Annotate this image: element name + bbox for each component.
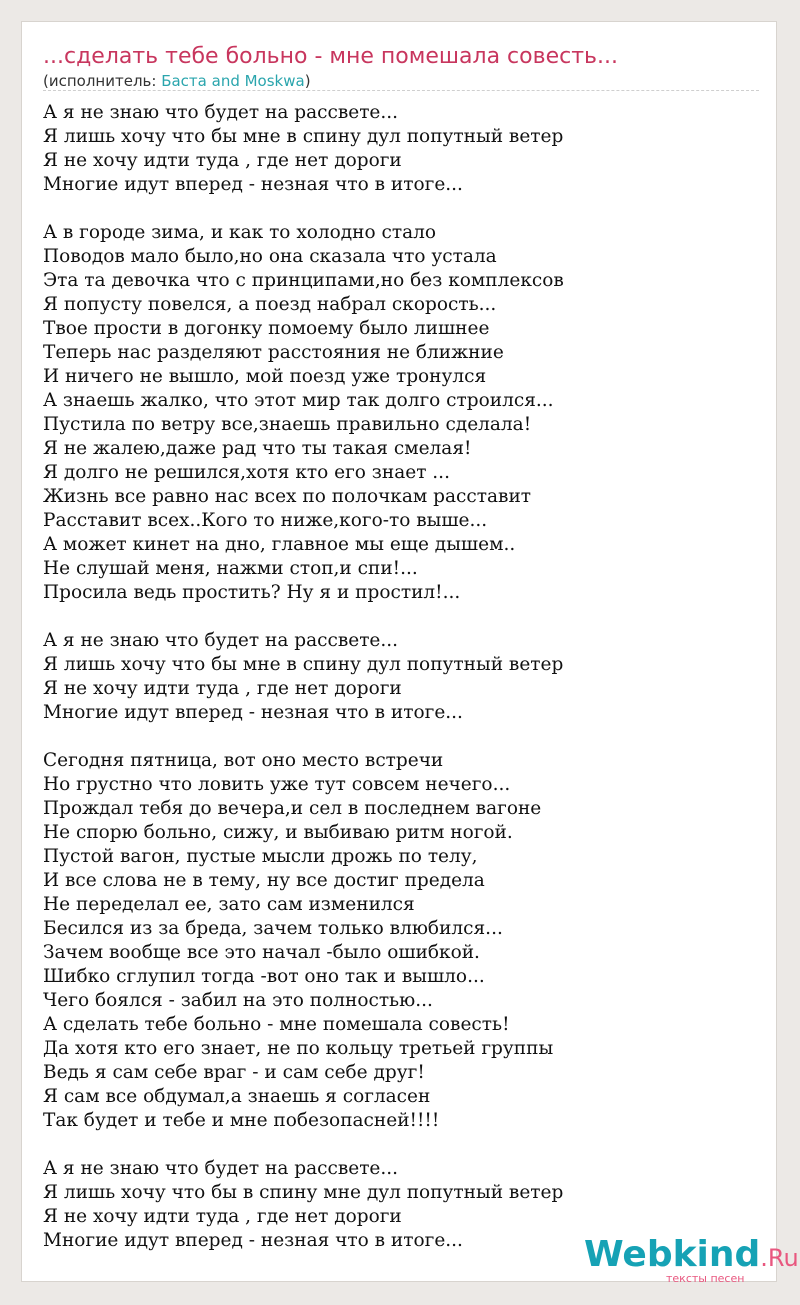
lyrics-line: Многие идут вперед - незная что в итоге... <box>43 174 463 195</box>
artist-suffix: ) <box>304 72 311 90</box>
logo-tld-text: .Ru <box>760 1244 799 1272</box>
lyrics-line: Я не жалею,даже рад что ты такая смелая! <box>43 438 472 459</box>
lyrics-line: Пустой вагон, пустые мысли дрожь по телу, <box>43 846 478 867</box>
lyrics-line: Но грустно что ловить уже тут совсем нечего... <box>43 774 511 795</box>
artist-prefix: (исполнитель: <box>43 72 162 90</box>
lyrics-line: Просила ведь простить? Ну я и простил!... <box>43 582 461 603</box>
lyrics-line: Прождал тебя до вечера,и сел в последнем вагоне <box>43 798 542 819</box>
lyrics-line: Шибко сглупил тогда -вот оно так и вышло... <box>43 966 485 987</box>
lyrics-line: Так будет и тебе и мне побезопасней!!!! <box>43 1110 440 1131</box>
lyrics-text <box>43 101 763 1277</box>
logo-main-text: Webkind <box>584 1234 761 1275</box>
lyrics-card <box>21 21 799 1285</box>
lyrics-stanza <box>43 629 763 725</box>
webkind-logo[interactable] <box>584 1234 799 1294</box>
logo-subtitle: тексты песен <box>666 1272 745 1285</box>
lyrics-stanza <box>43 749 763 1133</box>
lyrics-line: Я не хочу идти туда , где нет дороги <box>43 1206 402 1227</box>
header-divider <box>43 90 759 91</box>
lyrics-line: Сегодня пятница, вот оно место встречи <box>43 750 444 771</box>
lyrics-line: Я попусту повелся, а поезд набрал скорость... <box>43 294 497 315</box>
lyrics-line: А может кинет на дно, главное мы еще дышем.. <box>43 534 516 555</box>
lyrics-line: Я лишь хочу что бы мне в спину дул попутный ветер <box>43 654 564 675</box>
lyrics-line: А я не знаю что будет на рассвете... <box>43 630 399 651</box>
lyrics-line: Поводов мало было,но она сказала что устала <box>43 246 497 267</box>
lyrics-line: Я не хочу идти туда , где нет дороги <box>43 678 402 699</box>
lyrics-line: Зачем вообще все это начал -было ошибкой. <box>43 942 480 963</box>
lyrics-stanza <box>43 101 763 197</box>
lyrics-line: Пустила по ветру все,знаешь правильно сделала! <box>43 414 532 435</box>
lyrics-line: Я долго не решился,хотя кто его знает ... <box>43 462 450 483</box>
lyrics-stanza <box>43 221 763 605</box>
page-title: ...сделать тебе больно - мне помешала совесть... <box>43 44 618 69</box>
lyrics-line: Твое прости в догонку помоему было лишнее <box>43 318 490 339</box>
lyrics-line: Я сам все обдумал,а знаешь я согласен <box>43 1086 431 1107</box>
lyrics-line: А знаешь жалко, что этот мир так долго строился... <box>43 390 554 411</box>
lyrics-line: Теперь нас разделяют расстояния не ближние <box>43 342 504 363</box>
lyrics-line: И все слова не в тему, ну все достиг предела <box>43 870 485 891</box>
lyrics-line: Эта та девочка что с принципами,но без комплексов <box>43 270 564 291</box>
artist-link[interactable]: Баста and Moskwa <box>161 72 305 90</box>
lyrics-line: Расставит всех..Кого то ниже,кого-то выше... <box>43 510 488 531</box>
lyrics-line: Чего боялся - забил на это полностью... <box>43 990 433 1011</box>
lyrics-line: Не слушай меня, нажми стоп,и спи!... <box>43 558 418 579</box>
lyrics-line: А в городе зима, и как то холодно стало <box>43 222 437 243</box>
lyrics-line: А я не знаю что будет на рассвете... <box>43 102 399 123</box>
lyrics-line: Я лишь хочу что бы в спину мне дул попутный ветер <box>43 1182 564 1203</box>
lyrics-line: Многие идут вперед - незная что в итоге... <box>43 1230 463 1251</box>
lyrics-line: Многие идут вперед - незная что в итоге... <box>43 702 463 723</box>
lyrics-line: Ведь я сам себе враг - и сам себе друг! <box>43 1062 425 1083</box>
artist-line <box>43 71 311 91</box>
lyrics-line: Не спорю больно, сижу, и выбиваю ритм ногой. <box>43 822 513 843</box>
lyrics-line: Жизнь все равно нас всех по полочкам расставит <box>43 486 532 507</box>
lyrics-line: А я не знаю что будет на рассвете... <box>43 1158 399 1179</box>
lyrics-line: Да хотя кто его знает, не по кольцу третьей группы <box>43 1038 554 1059</box>
lyrics-line: Бесился из за бреда, зачем только влюбился... <box>43 918 503 939</box>
lyrics-line: Я лишь хочу что бы мне в спину дул попутный ветер <box>43 126 564 147</box>
lyrics-line: Я не хочу идти туда , где нет дороги <box>43 150 402 171</box>
lyrics-line: И ничего не вышло, мой поезд уже тронулся <box>43 366 487 387</box>
lyrics-line: Не переделал ее, зато сам изменился <box>43 894 415 915</box>
lyrics-line: А сделать тебе больно - мне помешала совесть! <box>43 1014 510 1035</box>
